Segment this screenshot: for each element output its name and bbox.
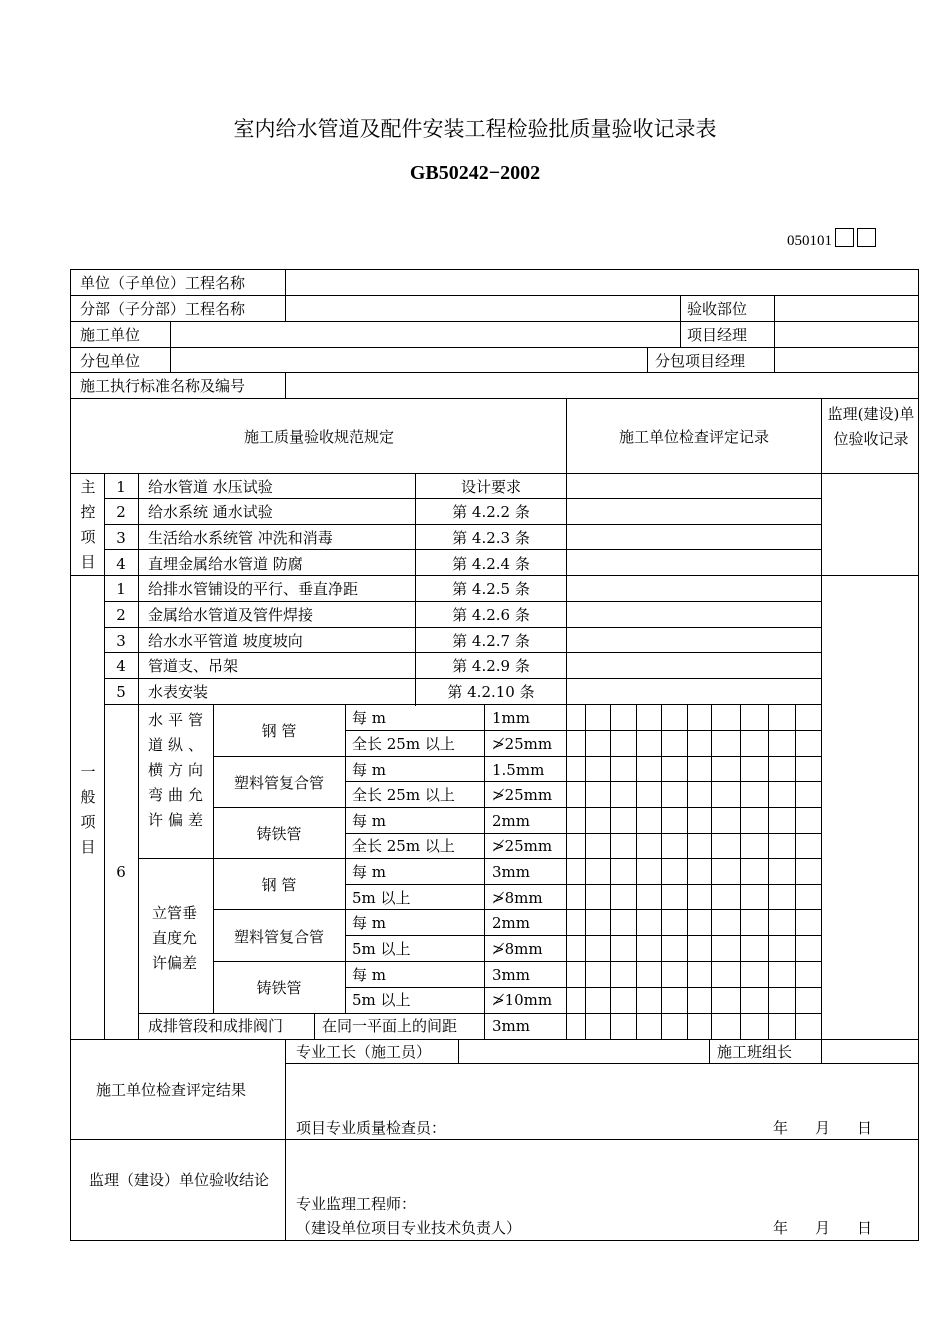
- grid-line: [104, 601, 822, 602]
- spec-header: 施工质量验收规范规定: [243, 428, 394, 446]
- date-day: 日: [857, 1219, 873, 1237]
- grid-line: [70, 269, 71, 1241]
- grid-line: [636, 704, 637, 1040]
- grid-line: [774, 295, 775, 348]
- deviation-condition: 全长 25m 以上: [352, 786, 455, 804]
- grid-line: [70, 269, 919, 270]
- grid-line: [285, 269, 286, 296]
- sub-pm-label: 分包项目经理: [655, 352, 746, 370]
- deviation-condition: 每 m: [352, 966, 386, 984]
- general-item-no: 3: [116, 632, 126, 650]
- grid-line: [138, 473, 139, 706]
- general-item-name: 给水水平管道 坡度坡向: [148, 632, 303, 650]
- engineer-label: 专业监理工程师：: [296, 1195, 417, 1213]
- grid-line: [610, 704, 611, 1040]
- grid-line: [70, 1240, 919, 1241]
- deviation-condition: 每 m: [352, 761, 386, 779]
- code-box[interactable]: [857, 228, 876, 247]
- form-code-number: 050101: [787, 233, 832, 249]
- sub-unit-label: 分包单位: [80, 352, 141, 370]
- grid-line: [104, 678, 822, 679]
- general-item-no: 2: [116, 606, 126, 624]
- main-item-clause: 第 4.2.4 条: [452, 555, 530, 573]
- grid-line: [458, 1039, 459, 1064]
- general-item-no: 4: [116, 657, 126, 675]
- date-month: 月: [815, 1119, 831, 1137]
- grid-line: [709, 1039, 710, 1064]
- pipe-type: 铸铁管: [256, 825, 302, 843]
- grid-line: [104, 652, 822, 653]
- deviation-condition: 每 m: [352, 812, 386, 830]
- grid-line: [104, 524, 822, 525]
- deviation-condition: 全长 25m 以上: [352, 735, 455, 753]
- deviation-condition: 5m 以上: [352, 940, 411, 958]
- grid-line: [285, 1039, 286, 1241]
- grid-line: [774, 347, 775, 373]
- unit-name-label: 单位（子单位）工程名称: [80, 274, 246, 292]
- main-item-name: 生活给水系统管 冲洗和消毒: [148, 529, 333, 547]
- date-year: 年: [773, 1219, 789, 1237]
- deviation-condition: 全长 25m 以上: [352, 837, 455, 855]
- grid-line: [680, 295, 681, 348]
- accept-part-label: 验收部位: [687, 300, 748, 318]
- main-item-no: 4: [116, 555, 126, 573]
- grid-line: [740, 704, 741, 1040]
- grid-line: [70, 295, 919, 296]
- deviation-condition: 5m 以上: [352, 991, 411, 1009]
- main-item-name: 直埋金属给水管道 防腐: [148, 555, 303, 573]
- grid-line: [138, 704, 139, 1040]
- deviation-condition: 每 m: [352, 914, 386, 932]
- general-item-name: 给排水管铺设的平行、垂直净距: [148, 580, 359, 598]
- grid-line: [213, 756, 822, 757]
- grid-line: [70, 1139, 919, 1140]
- grid-line: [138, 1013, 822, 1014]
- foreman-label: 专业工长（施工员）: [296, 1043, 432, 1061]
- grid-line: [104, 498, 822, 499]
- grid-line: [213, 858, 822, 859]
- deviation-tolerance: 2mm: [492, 914, 530, 932]
- grid-line: [285, 295, 286, 322]
- deviation-tolerance: ≯25mm: [492, 735, 553, 753]
- grid-line: [821, 398, 822, 1040]
- vertical-deviation-label: 立管垂直度允许偏差: [152, 904, 198, 972]
- grid-line: [345, 781, 822, 782]
- general-item-clause: 第 4.2.7 条: [452, 632, 530, 650]
- main-item-no: 3: [116, 529, 126, 547]
- deviation-tolerance: 1mm: [492, 709, 530, 727]
- grid-line: [687, 704, 688, 1040]
- grid-line: [345, 987, 822, 988]
- deviation-tolerance: ≯25mm: [492, 786, 553, 804]
- main-items-label: 主控项目: [80, 478, 96, 571]
- pm-label: 项目经理: [687, 326, 748, 344]
- grid-line: [70, 473, 919, 474]
- grid-line: [821, 1039, 822, 1064]
- row-arrangement-tol: 3mm: [492, 1017, 530, 1035]
- deviation-tolerance: 2mm: [492, 812, 530, 830]
- row-arrangement-name: 成排管段和成排阀门: [148, 1017, 284, 1035]
- general-item-name: 水表安装: [148, 683, 209, 701]
- general-items-label: 一般项目: [80, 763, 96, 856]
- deviation-condition: 每 m: [352, 863, 386, 881]
- pipe-type: 塑料管复合管: [233, 928, 324, 946]
- general-item-name: 金属给水管道及管件焊接: [148, 606, 314, 624]
- grid-line: [70, 1039, 919, 1040]
- pipe-type: 钢 管: [261, 722, 297, 740]
- deviation-tolerance: ≯25mm: [492, 837, 553, 855]
- main-item-clause: 第 4.2.3 条: [452, 529, 530, 547]
- grid-line: [768, 704, 769, 1040]
- main-item-name: 给水系统 通水试验: [148, 503, 273, 521]
- main-item-clause: 第 4.2.2 条: [452, 503, 530, 521]
- date-month: 月: [815, 1219, 831, 1237]
- main-item-no: 1: [116, 478, 126, 496]
- grid-line: [795, 704, 796, 1040]
- grid-line: [647, 347, 648, 373]
- general-item-no: 5: [116, 683, 126, 701]
- grid-line: [70, 372, 919, 373]
- grid-line: [104, 627, 822, 628]
- grid-line: [314, 1013, 315, 1040]
- horizontal-deviation-label: 水平管道纵、横方向弯曲允许偏差: [148, 711, 209, 829]
- deviation-condition: 每 m: [352, 709, 386, 727]
- grid-line: [104, 704, 822, 705]
- grid-line: [566, 398, 567, 1040]
- main-item-no: 2: [116, 503, 126, 521]
- grid-line: [345, 884, 822, 885]
- team-leader-label: 施工班组长: [717, 1043, 793, 1061]
- grid-line: [213, 961, 822, 962]
- grid-line: [70, 398, 919, 399]
- sub-name-label: 分部（子分部）工程名称: [80, 300, 246, 318]
- grid-line: [285, 1063, 919, 1064]
- grid-line: [213, 909, 822, 910]
- row-arrangement-cond: 在同一平面上的间距: [322, 1017, 458, 1035]
- grid-line: [70, 321, 919, 322]
- grid-line: [70, 575, 919, 576]
- owner-label: （建设单位项目专业技术负责人）: [296, 1219, 522, 1237]
- pipe-type: 塑料管复合管: [233, 774, 324, 792]
- grid-line: [345, 833, 822, 834]
- grid-line: [70, 347, 919, 348]
- grid-line: [170, 321, 171, 373]
- deviation-tolerance: 3mm: [492, 863, 530, 881]
- grid-line: [345, 704, 346, 1014]
- form-code: [787, 228, 876, 250]
- grid-line: [138, 858, 214, 859]
- grid-line: [585, 704, 586, 1040]
- date-year: 年: [773, 1119, 789, 1137]
- general-item-clause: 第 4.2.9 条: [452, 657, 530, 675]
- general-item-no: 1: [116, 580, 126, 598]
- constr-unit-label: 施工单位: [80, 326, 141, 344]
- pipe-type: 钢 管: [261, 876, 297, 894]
- deviation-tolerance: ≯8mm: [492, 889, 543, 907]
- inspector-label: 项目专业质量检查员：: [296, 1119, 447, 1137]
- grid-line: [285, 372, 286, 399]
- item6-no: 6: [116, 863, 126, 881]
- deviation-tolerance: ≯10mm: [492, 991, 553, 1009]
- supervise-conclusion-label: 监理（建设）单位验收结论: [88, 1171, 269, 1189]
- general-item-name: 管道支、吊架: [148, 657, 239, 675]
- form-title: 室内给水管道及配件安装工程检验批质量验收记录表: [233, 117, 717, 141]
- supervise-header: 监理(建设)单位验收记录: [827, 405, 915, 448]
- general-item-clause: 第 4.2.10 条: [447, 683, 535, 701]
- grid-line: [345, 730, 822, 731]
- general-item-clause: 第 4.2.6 条: [452, 606, 530, 624]
- deviation-tolerance: 1.5mm: [492, 761, 545, 779]
- main-item-name: 给水管道 水压试验: [148, 478, 273, 496]
- grid-line: [484, 704, 485, 1040]
- grid-line: [213, 807, 822, 808]
- result-label: 施工单位检查评定结果: [96, 1081, 247, 1099]
- deviation-tolerance: 3mm: [492, 966, 530, 984]
- grid-line: [213, 704, 214, 1014]
- general-item-clause: 第 4.2.5 条: [452, 580, 530, 598]
- grid-line: [661, 704, 662, 1040]
- standard-code: GB50242−2002: [409, 162, 541, 184]
- pipe-type: 铸铁管: [256, 979, 302, 997]
- grid-line: [918, 269, 919, 1241]
- deviation-condition: 5m 以上: [352, 889, 411, 907]
- grid-line: [711, 704, 712, 1040]
- code-box[interactable]: [835, 228, 854, 247]
- deviation-tolerance: ≯8mm: [492, 940, 543, 958]
- grid-line: [345, 935, 822, 936]
- main-item-clause: 设计要求: [460, 478, 521, 496]
- check-header: 施工单位检查评定记录: [618, 428, 769, 446]
- grid-line: [104, 549, 822, 550]
- date-day: 日: [857, 1119, 873, 1137]
- standard-label: 施工执行标准名称及编号: [80, 377, 246, 395]
